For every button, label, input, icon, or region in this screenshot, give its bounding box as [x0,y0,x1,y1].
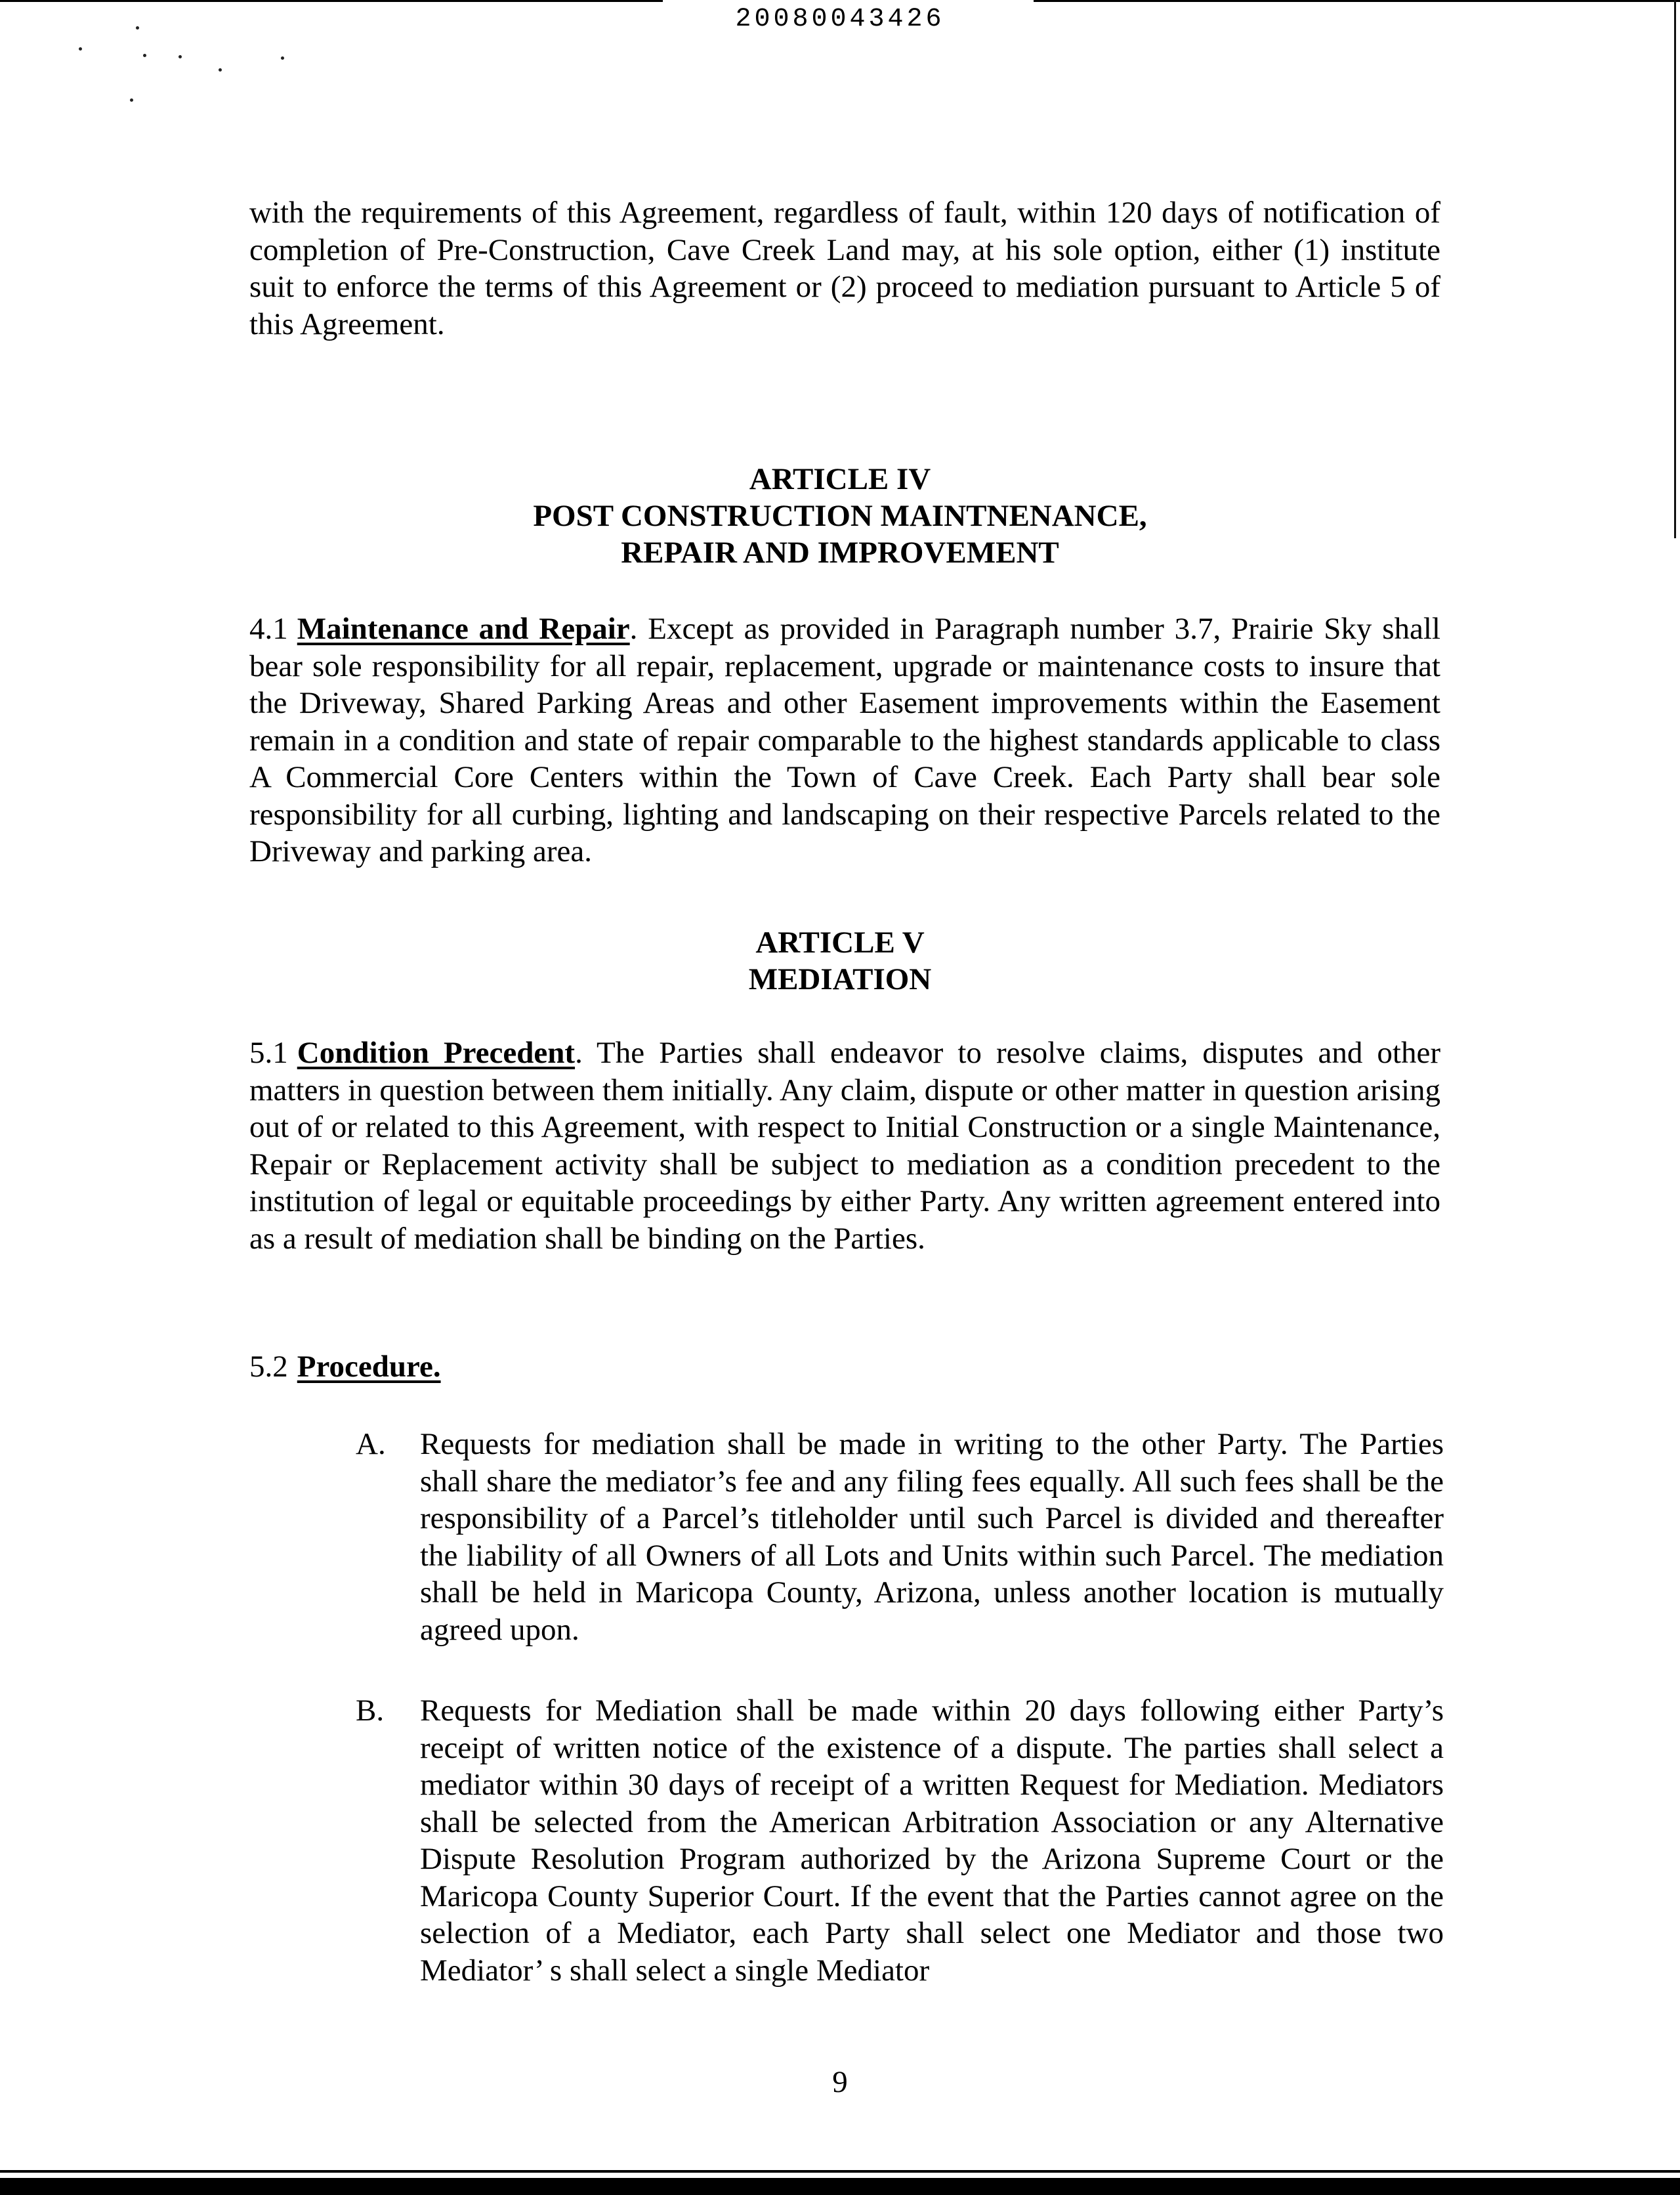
section-4-1-number: 4.1 [249,612,288,646]
scan-right-edge [1674,0,1676,538]
procedure-item-a-text: Requests for mediation shall be made in writing to the other Party. The Parties shall share the mediator’s fee and any filing fees equally. All such fees shall be the responsibility of a Parcel’s titleholder until such Parcel is divided and thereafter the liability of all Owners of all Lots and Units within such Parcel. The mediation shall be held in Maricopa County, Arizona, unless another location is mutually agreed upon. [420,1427,1444,1647]
section-4-1 [249,610,1440,870]
article-5-title: MEDIATION [748,962,932,996]
procedure-item-b [356,1692,1444,1989]
article-4-number: ARTICLE IV [749,462,931,496]
scan-speck [219,68,222,72]
scan-speck [136,26,139,30]
section-5-1 [249,1034,1440,1257]
scan-bottom-line [0,2170,1680,2173]
section-5-1-number: 5.1 [249,1036,288,1070]
section-5-2 [249,1348,1440,1386]
procedure-item-b-text: Requests for Mediation shall be made within 20 days following either Party’s receipt of written notice of the existence of a dispute. The parties shall select a mediator within 30 days of receipt of a written Request for Mediation. Mediators shall be selected from the American Arbitration Association or any Alternative Dispute Resolution Program authorized by the Arizona Supreme Court or the Maricopa County Superior Court. If the event that the Parties cannot agree on the selection of a Mediator, each Party shall select one Mediator and those two Mediator’ s shall select a single Mediator [420,1694,1444,1988]
scan-speck [130,98,133,102]
section-5-1-text: . The Parties shall endeavor to resolve claims, disputes and other matters in question between them initially. Any claim, dispute or other matter in question arising out of or related to this Agreement, with respect to Initial Construction or a single Maintenance, Repair or Replacement activity shall be subject to mediation as a condition precedent to the institution of legal or equitable proceedings by either Party. Any written agreement entered into as a result of mediation shall be binding on the Parties. [249,1036,1440,1256]
scan-top-line-right [1034,0,1680,2]
section-5-1-heading: Condition Precedent [297,1036,576,1070]
article-4-title-line1: POST CONSTRUCTION MAINTNENANCE, [533,499,1147,533]
scan-bottom-bar [0,2178,1680,2195]
scan-top-line-left [0,0,663,2]
section-4-1-text: . Except as provided in Paragraph number 3.7, Prairie Sky shall bear sole responsibility for all repair, replacement, upgrade or maintenance costs to insure that the Driveway, Shared Parking Areas and other Easement improvements within the Easement remain in a condition and state of repair comparable to the highest standards applicable to class A Commercial Core Centers within the Town of Cave Creek. Each Party shall bear sole responsibility for all curbing, lighting and landscaping on their respective Parcels related to the Driveway and parking area. [249,612,1440,868]
scan-speck [143,54,146,57]
article-5-number: ARTICLE V [755,926,925,960]
procedure-item-a [356,1426,1444,1648]
procedure-item-b-marker: B. [356,1694,385,1728]
scan-speck [178,55,182,58]
article-4-title-line2: REPAIR AND IMPROVEMENT [621,536,1059,570]
record-number: 20080043426 [735,5,945,34]
continuation-paragraph: with the requirements of this Agreement, regardless of fault, within 120 days of notification of completion of Pre-Construction, Cave Creek Land may, at his sole option, either (1) institute suit to enforce the terms of this Agreement or (2) proceed to mediation pursuant to Article 5 of this Agreement. [249,196,1440,341]
section-5-2-number: 5.2 [249,1350,288,1384]
scan-speck [281,56,284,60]
section-4-1-heading: Maintenance and Repair [297,612,630,646]
procedure-item-a-marker: A. [356,1427,386,1461]
scan-speck [79,47,82,51]
section-5-2-heading: Procedure. [297,1350,441,1384]
page-number: 9 [832,2065,848,2099]
